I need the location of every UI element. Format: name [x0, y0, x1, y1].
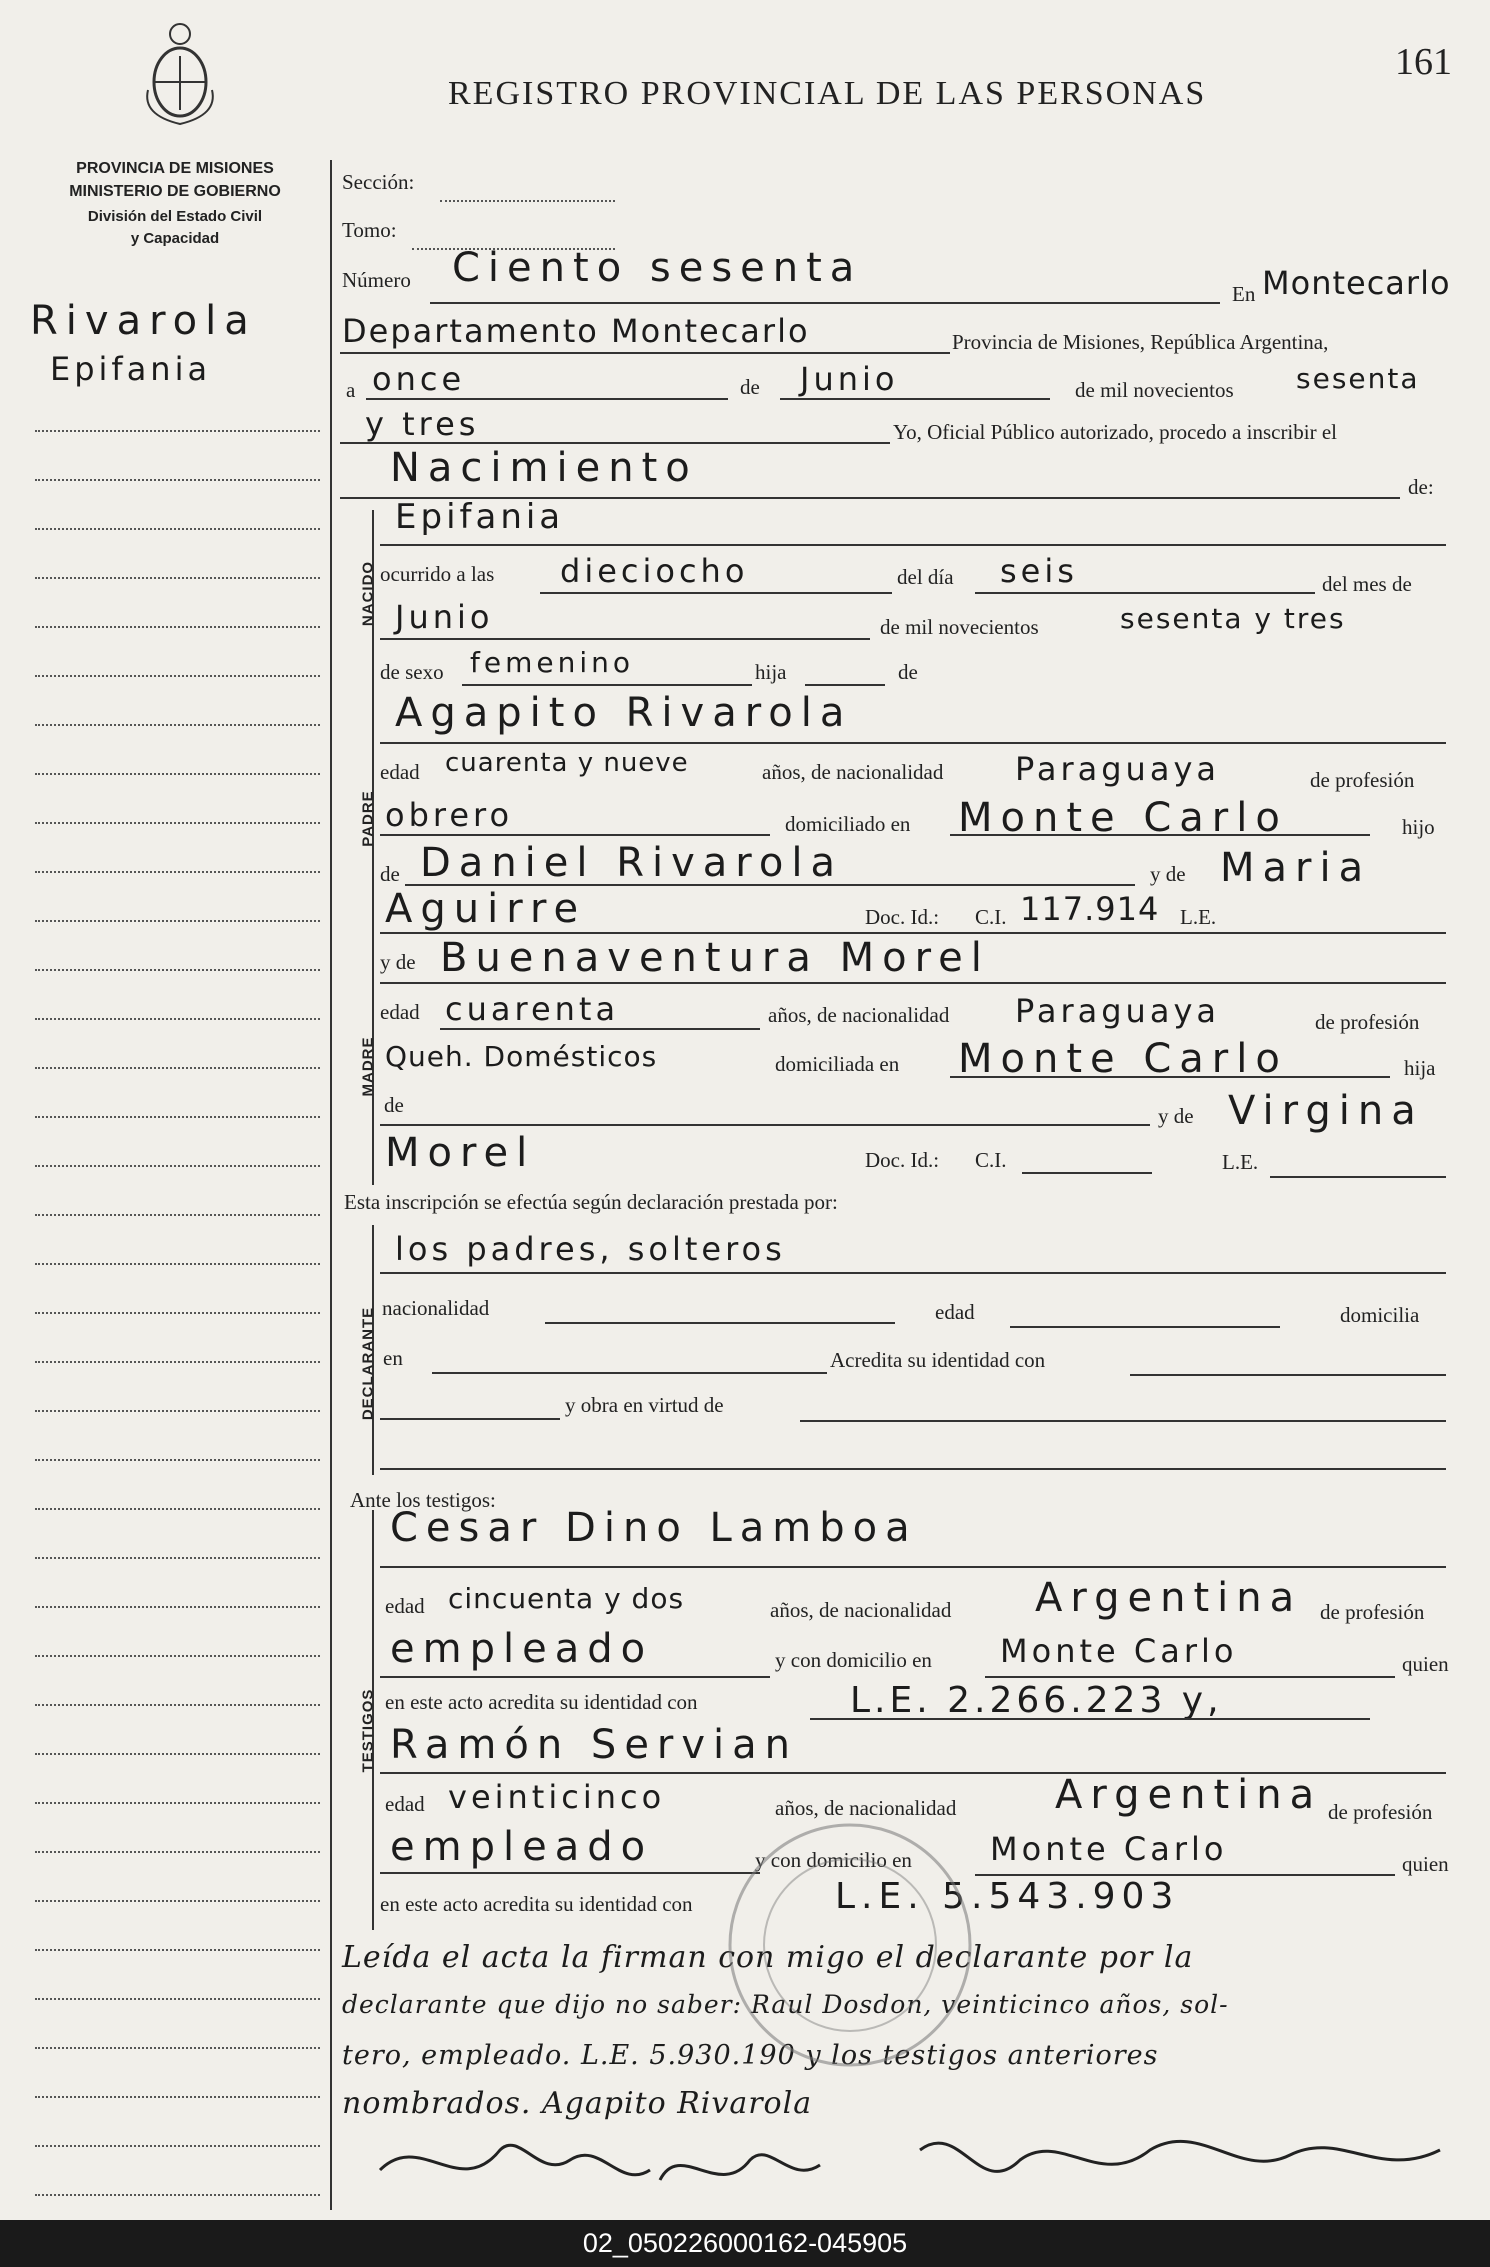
nacido-section-label: NACIDO: [359, 560, 377, 627]
del-mes-label: del mes de: [1322, 572, 1412, 596]
margin-rule-line: [35, 871, 320, 873]
mes-nac-line: [380, 638, 870, 640]
t2-edad-label: edad: [385, 1792, 425, 1816]
madre-prof-label: de profesión: [1315, 1010, 1420, 1034]
dia-line: [366, 398, 728, 400]
decl-obra-line: [800, 1420, 1446, 1422]
margin-rule-line: [35, 2194, 320, 2196]
t2-dom-label: y con domicilio en: [755, 1848, 912, 1872]
note-line-4: nombrados. Agapito Rivarola: [342, 2086, 813, 2121]
en-label: En: [1232, 282, 1256, 306]
margin-rule-line: [35, 1116, 320, 1118]
decl-en-label: en: [383, 1346, 403, 1370]
dia-value: once: [372, 360, 466, 398]
margin-rule-line: [35, 1802, 320, 1804]
margin-rule-line: [35, 1557, 320, 1559]
testigo1-line: [380, 1566, 1446, 1568]
margin-rule-line: [35, 1704, 320, 1706]
padre-anos-label: años, de nacionalidad: [762, 760, 944, 784]
numero-line: [430, 302, 1220, 304]
t1-doc-line: [810, 1718, 1370, 1720]
hijo-label: hijo: [1402, 815, 1435, 839]
margin-rule-line: [35, 1851, 320, 1853]
madre-y-de2-label: y de: [1158, 1104, 1194, 1128]
madre-y-de-label: y de: [380, 950, 416, 974]
madre-ci-line: [1022, 1172, 1152, 1174]
provincia-label: Provincia de Misiones, República Argentina,: [952, 330, 1329, 354]
agency-line-2: MINISTERIO DE GOBIERNO: [69, 183, 281, 200]
madre-nombre-line: [380, 982, 1446, 984]
t1-edad-label: edad: [385, 1594, 425, 1618]
seccion-line: [440, 200, 615, 202]
margin-rule-line: [35, 969, 320, 971]
padre-section-label: PADRE: [359, 790, 377, 847]
testigo2-value: Ramón Servian: [390, 1722, 799, 1768]
hija-label: hija: [755, 660, 787, 684]
de2-label: de: [898, 660, 918, 684]
padre-prof-line: [380, 834, 770, 836]
margin-rule-line: [35, 430, 320, 432]
mes-nac-value: Junio: [395, 598, 494, 636]
madre-section-label: MADRE: [359, 1036, 377, 1097]
padre-ci-value: 117.914: [1020, 890, 1160, 928]
margin-rule-line: [35, 577, 320, 579]
abuela-p-b-value: Aguirre: [385, 886, 587, 932]
decl-blank-line: [380, 1418, 560, 1420]
padre-ci-label: C.I.: [975, 905, 1007, 929]
margin-rule-line: [35, 1508, 320, 1510]
margin-rule-line: [35, 724, 320, 726]
madre-anos-label: años, de nacionalidad: [768, 1003, 950, 1027]
note-line-1: Leída el acta la firman con migo el declarante por la: [342, 1940, 1194, 1975]
abuela-m-value: Virgina: [1228, 1088, 1424, 1134]
agency-line-1: PROVINCIA DE MISIONES: [76, 160, 274, 177]
agency-line-4: y Capacidad: [130, 230, 220, 247]
testigo1-value: Cesar Dino Lamboa: [390, 1505, 918, 1551]
t1-nac-value: Argentina: [1035, 1575, 1303, 1621]
oficial-label: Yo, Oficial Público autorizado, procedo a inscribir el: [893, 420, 1338, 444]
margin-rule-line: [35, 1410, 320, 1412]
margin-rule-line: [35, 1263, 320, 1265]
nombre-line: [380, 544, 1446, 546]
margin-rule-line: [35, 528, 320, 530]
t1-acredita-label: en este acto acredita su identidad con: [385, 1690, 698, 1714]
t1-prof-value: empleado: [390, 1626, 654, 1672]
padre-edad-label: edad: [380, 760, 420, 784]
declarantes-value: los padres, solteros: [395, 1230, 786, 1268]
anio-b-line: [340, 442, 890, 444]
abuela-m-ap-value: Morel: [385, 1130, 536, 1176]
padre-dom-label: domiciliado en: [785, 812, 911, 836]
margin-rule-line: [35, 920, 320, 922]
madre-ci-label: C.I.: [975, 1148, 1007, 1172]
decl-acredita-line: [1130, 1374, 1446, 1376]
margin-rule-line: [35, 1753, 320, 1755]
madre-edad-line: [440, 1028, 760, 1030]
decl-extra-line: [380, 1468, 1446, 1470]
t2-edad-value: veinticinco: [448, 1778, 666, 1816]
testigos-label: Ante los testigos:: [350, 1488, 496, 1512]
departamento-line: [340, 352, 950, 354]
note-line-2: declarante que dijo no saber: Raul Dosdon, veinticinco años, sol-: [342, 1990, 1229, 2019]
padre-nac-value: Paraguaya: [1015, 750, 1220, 788]
madre-de-line: [380, 1124, 1150, 1126]
numero-value: Ciento sesenta: [452, 245, 863, 291]
padre-doc-line: [380, 932, 1446, 934]
acto-value: Nacimiento: [390, 445, 698, 491]
mes-value: Junio: [800, 360, 899, 398]
decl-edad-line: [1010, 1326, 1280, 1328]
mil-novecientos-label: de mil novecientos: [1075, 378, 1234, 402]
numero-label: Número: [342, 268, 411, 292]
padre-dom-line: [950, 834, 1370, 836]
madre-nombre-value: Buenaventura Morel: [440, 935, 990, 981]
dia-nac-value: seis: [1000, 552, 1078, 590]
t2-prof-line: [380, 1872, 760, 1874]
padre-edad-value: cuarenta y nueve: [445, 748, 689, 778]
t2-doc-value: L.E. 5.543.903: [835, 1876, 1180, 1917]
hija2-label: hija: [1404, 1056, 1436, 1080]
de-mil-novecientos-label: de mil novecientos: [880, 615, 1039, 639]
t1-dom-line: [985, 1676, 1395, 1678]
padre-nombre-value: Agapito Rivarola: [395, 690, 853, 736]
document-title: REGISTRO PROVINCIAL DE LAS PERSONAS: [448, 75, 1207, 112]
padre-le-label: L.E.: [1180, 905, 1217, 929]
t1-edad-value: cincuenta y dos: [448, 1582, 685, 1615]
de-label: de: [740, 375, 760, 399]
padre-nombre-line: [380, 742, 1446, 744]
hora-line: [540, 592, 892, 594]
madre-dom-line: [950, 1076, 1390, 1078]
decl-nac-label: nacionalidad: [382, 1296, 490, 1320]
inscripcion-label: Esta inscripción se efectúa según declaración prestada por:: [344, 1190, 838, 1214]
margin-rule-line: [35, 1606, 320, 1608]
margin-rule-line: [35, 1361, 320, 1363]
margin-given-name: Epifania: [50, 350, 212, 388]
madre-le-label: L.E.: [1222, 1150, 1259, 1174]
en-value: Montecarlo: [1262, 264, 1451, 302]
margin-rule-line: [35, 1067, 320, 1069]
padre-prof-label: de profesión: [1310, 768, 1415, 792]
decl-acredita-label: Acredita su identidad con: [830, 1348, 1046, 1372]
t2-anos-label: años, de nacionalidad: [775, 1796, 957, 1820]
t2-acredita-label: en este acto acredita su identidad con: [380, 1892, 693, 1916]
madre-prof-value: Queh. Domésticos: [385, 1040, 658, 1073]
sexo-value: femenino: [470, 646, 634, 679]
padre-y-de-label: y de: [1150, 862, 1186, 886]
seccion-label: Sección:: [342, 170, 415, 194]
margin-rule-line: [35, 1165, 320, 1167]
margin-rule-line: [35, 2047, 320, 2049]
margin-rule-line: [35, 1312, 320, 1314]
padre-dom-value: Monte Carlo: [958, 795, 1288, 841]
t2-quien-label: quien: [1402, 1852, 1449, 1876]
decl-en-line: [432, 1372, 827, 1374]
sexo-line: [462, 684, 752, 686]
declarante-section-label: DECLARANTE: [359, 1306, 377, 1421]
t2-dom-value: Monte Carlo: [990, 1830, 1228, 1868]
t1-dom-label: y con domicilio en: [775, 1648, 932, 1672]
madre-le-line: [1270, 1176, 1446, 1178]
madre-nac-value: Paraguaya: [1015, 992, 1220, 1030]
margin-rule-line: [35, 1214, 320, 1216]
t1-doc-value: L.E. 2.266.223 y,: [850, 1680, 1223, 1721]
del-dia-label: del día: [897, 565, 954, 589]
coat-of-arms-icon: [140, 20, 220, 130]
margin-rule-line: [35, 675, 320, 677]
dia-nac-line: [975, 592, 1315, 594]
departamento-value: Departamento Montecarlo: [342, 312, 810, 350]
madre-edad-value: cuarenta: [445, 990, 620, 1028]
madre-doc-label: Doc. Id.:: [865, 1148, 940, 1172]
margin-rule-line: [35, 1949, 320, 1951]
decl-domicilia-label: domicilia: [1340, 1303, 1420, 1327]
margin-surname: Rivarola: [30, 298, 257, 344]
t2-nac-value: Argentina: [1055, 1772, 1323, 1818]
madre-dom-label: domiciliada en: [775, 1052, 900, 1076]
agency-line-3: División del Estado Civil: [87, 208, 263, 225]
page-number: 161: [1395, 41, 1452, 83]
padre-de-label: de: [380, 862, 400, 886]
margin-rule-line: [35, 626, 320, 628]
tomo-label: Tomo:: [342, 218, 397, 242]
t2-prof-label: de profesión: [1328, 1800, 1433, 1824]
abuela-p-a-value: Maria: [1220, 845, 1372, 891]
nombre-value: Epifania: [395, 497, 565, 537]
left-column-border: [330, 160, 332, 2210]
padre-prof-value: obrero: [385, 796, 514, 834]
t1-quien-label: quien: [1402, 1652, 1449, 1676]
registry-stamp-icon: [720, 1815, 980, 2075]
margin-rule-line: [35, 1998, 320, 2000]
margin-rule-line: [35, 773, 320, 775]
t1-prof-label: de profesión: [1320, 1600, 1425, 1624]
ocurrido-label: ocurrido a las: [380, 562, 495, 586]
note-line-3: tero, empleado. L.E. 5.930.190 y los testigos anteriores: [342, 2040, 1159, 2071]
signatures-icon: [360, 2110, 1470, 2220]
hija-line: [805, 684, 885, 686]
madre-dom-value: Monte Carlo: [958, 1036, 1288, 1082]
margin-rule-line: [35, 2096, 320, 2098]
margin-rule-line: [35, 822, 320, 824]
testigos-section-label: TESTIGOS: [359, 1688, 377, 1773]
t1-dom-value: Monte Carlo: [1000, 1632, 1238, 1670]
abuelo-p-value: Daniel Rivarola: [420, 840, 843, 886]
de-colon-label: de:: [1408, 475, 1434, 499]
decl-nac-line: [545, 1322, 895, 1324]
t2-prof-value: empleado: [390, 1824, 654, 1870]
margin-rule-line: [35, 479, 320, 481]
t1-prof-line: [380, 1676, 770, 1678]
anio-b-value: y tres: [365, 405, 480, 443]
madre-edad-label: edad: [380, 1000, 420, 1024]
hora-value: dieciocho: [560, 552, 749, 590]
scan-code-footer: 02_050226000162-045905: [0, 2220, 1490, 2267]
t1-anos-label: años, de nacionalidad: [770, 1598, 952, 1622]
madre-de-label: de: [384, 1093, 404, 1117]
padre-doc-label: Doc. Id.:: [865, 905, 940, 929]
anio-a-value: sesenta: [1296, 362, 1420, 395]
decl-edad-label: edad: [935, 1300, 975, 1324]
margin-rule-line: [35, 1900, 320, 1902]
decl-obra-label: y obra en virtud de: [565, 1393, 724, 1417]
de-sexo-label: de sexo: [380, 660, 444, 684]
declarantes-line: [380, 1272, 1446, 1274]
a-label: a: [346, 378, 356, 402]
margin-rule-line: [35, 2145, 320, 2147]
margin-rule-line: [35, 1459, 320, 1461]
anio-nac-value: sesenta y tres: [1120, 602, 1346, 635]
margin-rule-line: [35, 1018, 320, 1020]
margin-rule-line: [35, 1655, 320, 1657]
mes-line: [780, 398, 1050, 400]
